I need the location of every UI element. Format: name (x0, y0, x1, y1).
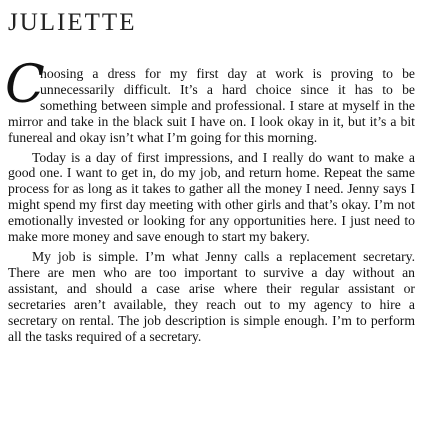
paragraph-1-text: hoosing a dress for my first day at work is proving to be unnecessarily difficult. It’s a hard choice since it has to be something between simple and professional. I stare at myself in the mirror and take in the black suit I have on. I look okay in it, but it’s a bit funereal and okay isn’t what I’m going for this morning. (8, 66, 415, 145)
drop-cap: C (5, 55, 45, 115)
chapter-body (5, 55, 415, 344)
paragraph-1 (5, 55, 415, 146)
paragraph-3: My job is simple. I’m what Jenny calls a replacement secretary. There are men who are too important to survive a day without an assistant, and should a case arise where their regular assistant or secretaries aren’t available, they reach out to my agency to hire a secretary on rental. The job description is simple enough. I’m to perform all the tasks required of a secretary. (8, 248, 415, 344)
chapter-title: JULIETTE (8, 9, 137, 36)
paragraph-2: Today is a day of first impressions, and I really do want to make a good one. I want to get in, do my job, and return home. Repeat the same process for as long as it takes to gather all the money I need. Jenny says I might spend my first day meeting with other girls and that’s okay. I’m not emotionally invested or looking for any opportunities here. I just need to make more money and save enough to start my bakery. (8, 149, 415, 245)
